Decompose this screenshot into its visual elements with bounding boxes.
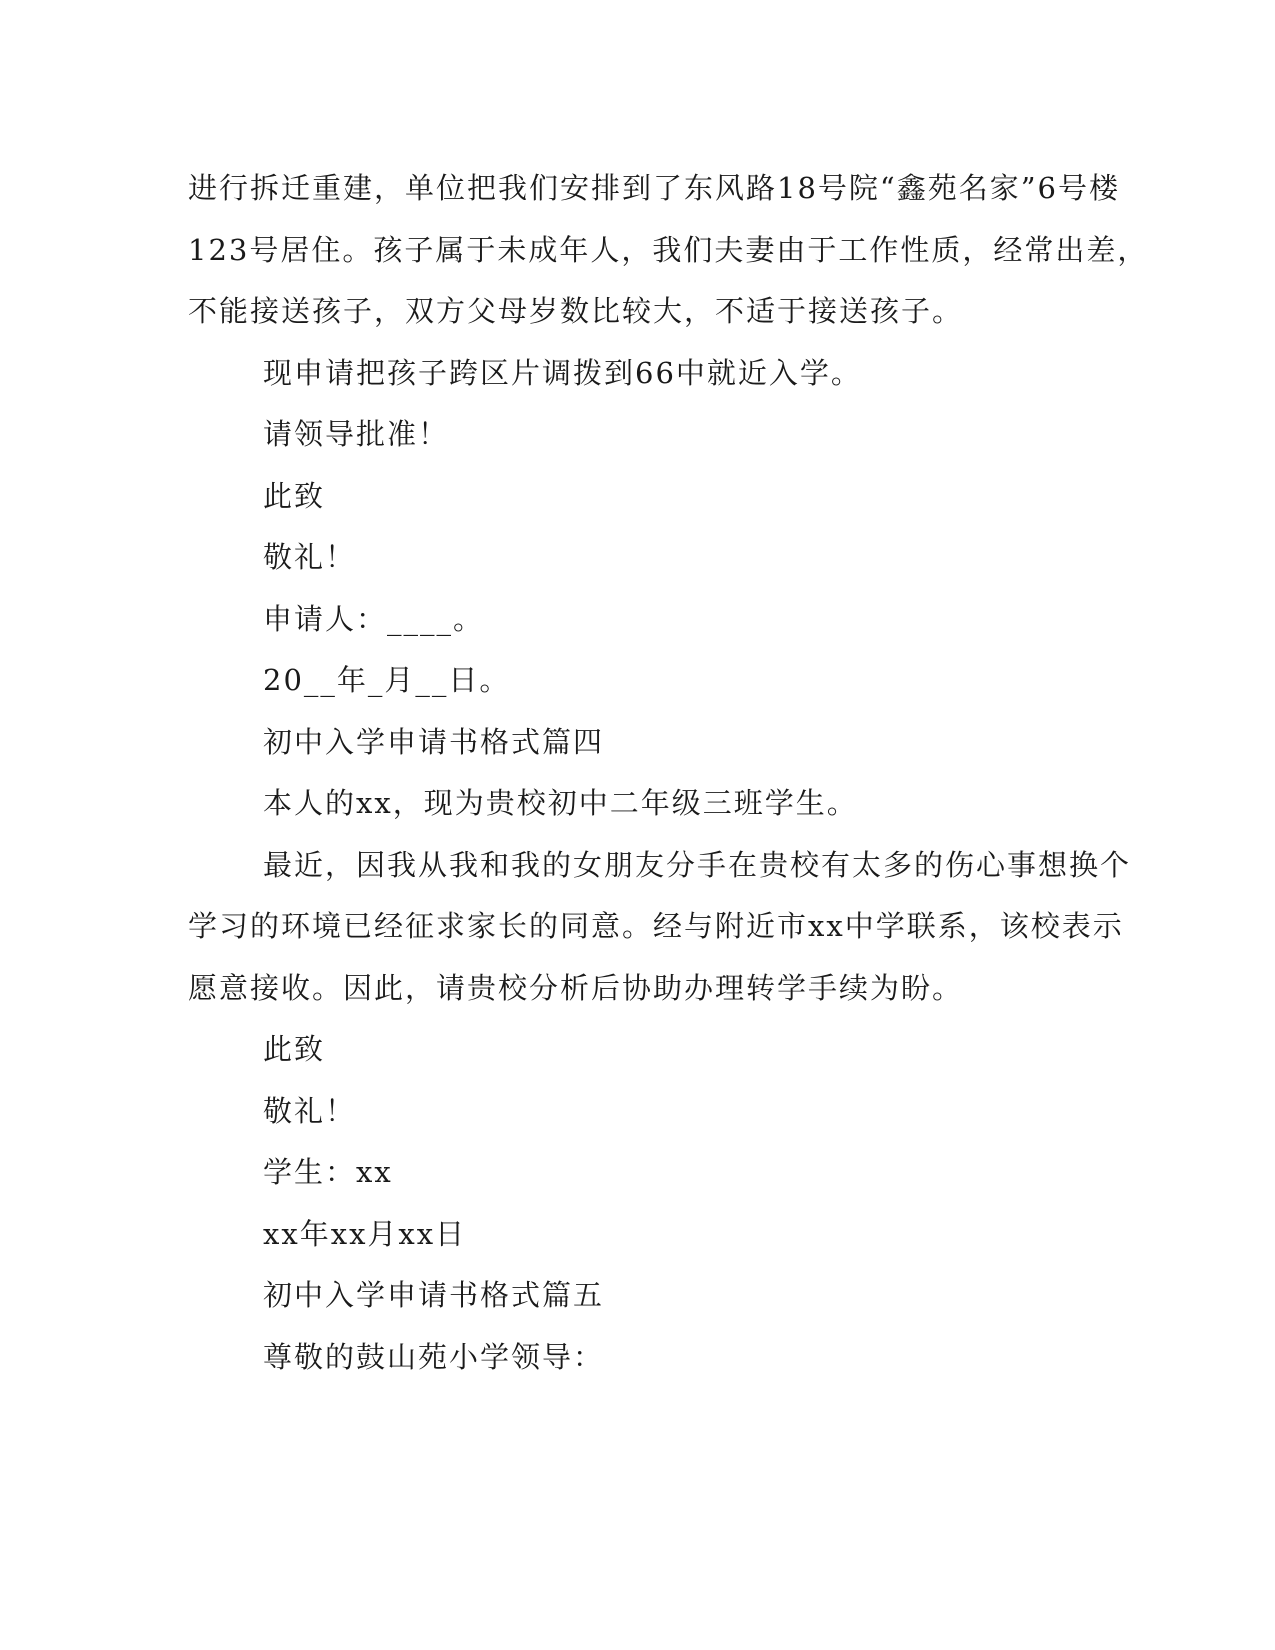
student-signature: 学生：xx: [263, 1155, 393, 1189]
date-line: xx年xx月xx日: [263, 1216, 467, 1251]
section-heading: 初中入学申请书格式篇四: [263, 724, 605, 759]
salutation: 尊敬的鼓山苑小学领导：: [263, 1339, 605, 1374]
text-line: 123号居住。孩子属于未成年人，我们夫妻由于工作性质，经常出差，: [188, 232, 1149, 267]
text-line: 不能接送孩子，双方父母岁数比较大，不适于接送孩子。: [188, 294, 964, 328]
document-body: [188, 158, 1149, 1388]
closing-regards: 敬礼！: [263, 540, 357, 574]
text-line: 学习的环境已经征求家长的同意。经与附近市xx中学联系，该校表示: [188, 909, 1124, 943]
applicant-signature: 申请人：____。: [263, 601, 485, 636]
closing-regards: 敬礼！: [263, 1093, 357, 1128]
text-line: 进行拆迁重建，单位把我们安排到了东风路18号院“鑫苑名家”6号楼: [188, 171, 1121, 205]
closing-salutation: 此致: [263, 478, 326, 513]
text-line: 请领导批准！: [263, 417, 450, 451]
text-line: 本人的xx，现为贵校初中二年级三班学生。: [263, 786, 858, 820]
section-heading: 初中入学申请书格式篇五: [263, 1278, 605, 1312]
date-line: 20__年_月__日。: [263, 663, 511, 697]
text-line: 愿意接收。因此，请贵校分析后协助办理转学手续为盼。: [188, 970, 964, 1005]
text-line: 现申请把孩子跨区片调拨到66中就近入学。: [263, 355, 862, 390]
text-line: 最近，因我从我和我的女朋友分手在贵校有太多的伤心事想换个: [263, 847, 1132, 882]
closing-salutation: 此致: [263, 1032, 326, 1066]
